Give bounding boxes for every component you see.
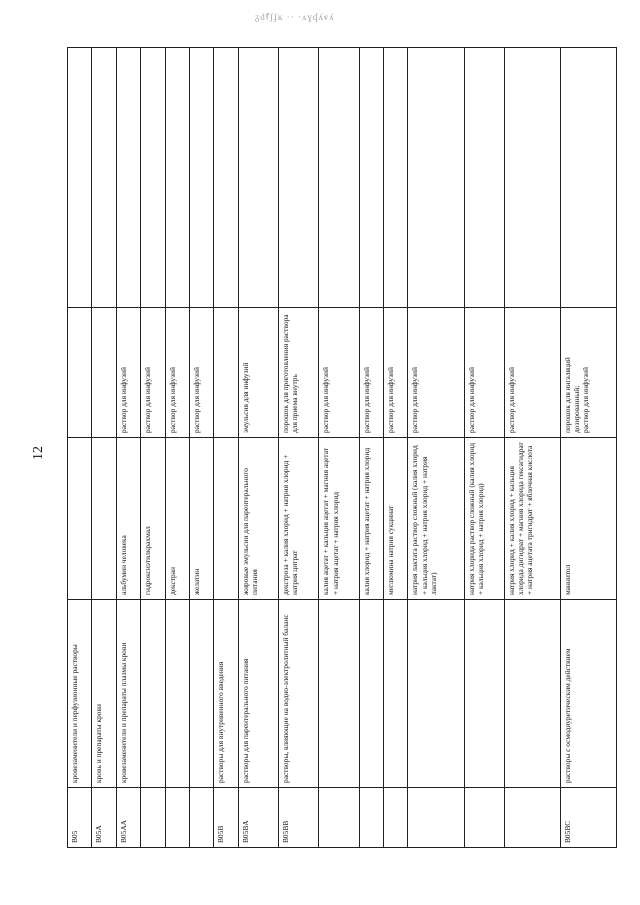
dosage-form-text: эмульсия для инфузий: [240, 362, 250, 433]
substance-text: альбумин человека: [118, 535, 128, 595]
dosage-form-text: раствор для инфузий: [506, 367, 516, 433]
substance-cell: [141, 438, 165, 600]
group-name-text: растворы для внутривенного введения: [216, 661, 226, 783]
substance-cell: [238, 438, 278, 600]
atc-code-text: B05: [70, 830, 79, 843]
atc-code-text: B05AA: [118, 820, 128, 843]
substance-cell: [408, 438, 464, 600]
atc-code-cell: [190, 788, 214, 848]
substance-cell: [68, 438, 92, 600]
group-name-cell: [141, 600, 165, 788]
table-body: [68, 48, 617, 848]
atc-code-cell: [238, 788, 278, 848]
table-row: [279, 48, 319, 848]
atc-code-text: B05A: [94, 825, 104, 843]
substance-cell: [116, 438, 140, 600]
empty-cell: [279, 48, 319, 308]
atc-code-cell: [214, 788, 238, 848]
group-name-cell: [408, 600, 464, 788]
dosage-form-cell: [560, 308, 616, 438]
substance-cell: [359, 438, 383, 600]
drug-table: [67, 47, 617, 848]
dosage-form-cell: [279, 308, 319, 438]
group-name-cell: [116, 600, 140, 788]
table-row: [504, 48, 560, 848]
atc-code-cell: [464, 788, 504, 848]
substance-text: маннитол: [562, 564, 572, 595]
atc-code-cell: [279, 788, 319, 848]
dosage-form-cell: [384, 308, 408, 438]
dosage-form-text: раствор для инфузий: [410, 367, 420, 433]
group-name-cell: [214, 600, 238, 788]
atc-code-cell: [384, 788, 408, 848]
dosage-form-cell: [464, 308, 504, 438]
table-row: [165, 48, 189, 848]
group-name-text: растворы с осмодиуретическим действием: [562, 648, 572, 783]
group-name-cell: [190, 600, 214, 788]
substance-text: натрия хлорид + калия хлорид + кальция хлорида дигидрат + магния хлорида гексагидрат + натрия ацетата тригидрат + яблочная кислота: [506, 442, 535, 595]
table-row: [319, 48, 359, 848]
dosage-form-cell: [141, 308, 165, 438]
empty-cell: [504, 48, 560, 308]
dosage-form-cell: [359, 308, 383, 438]
empty-cell: [190, 48, 214, 308]
substance-cell: [92, 438, 116, 600]
substance-text: декстран: [167, 567, 177, 595]
dosage-form-text: раствор для инфузий: [118, 367, 128, 433]
empty-cell: [560, 48, 616, 308]
empty-cell: [92, 48, 116, 308]
dosage-form-cell: [504, 308, 560, 438]
table-row: [238, 48, 278, 848]
empty-cell: [464, 48, 504, 308]
table-row: [464, 48, 504, 848]
group-name-text: кровезаменители и перфузионные растворы: [70, 644, 79, 783]
substance-text: меглюмина натрия сукцинат: [386, 505, 395, 595]
atc-code-text: B05B: [216, 825, 226, 843]
table-row: [92, 48, 116, 848]
group-name-text: растворы, влияющие на водно-электролитный баланс: [281, 614, 291, 783]
atc-code-cell: [504, 788, 560, 848]
group-name-text: кровезаменители и препараты плазмы крови: [118, 642, 128, 783]
empty-cell: [359, 48, 383, 308]
substance-cell: [560, 438, 616, 600]
substance-cell: [279, 438, 319, 600]
rotated-table: [67, 48, 617, 848]
substance-cell: [214, 438, 238, 600]
dosage-form-text: раствор для инфузий: [167, 367, 177, 433]
substance-text: желатин: [192, 568, 202, 595]
substance-cell: [464, 438, 504, 600]
dosage-form-cell: [190, 308, 214, 438]
empty-cell: [238, 48, 278, 308]
substance-cell: [504, 438, 560, 600]
empty-cell: [319, 48, 359, 308]
group-name-cell: [359, 600, 383, 788]
dosage-form-text: порошок для ингаляций дозированный;: [562, 357, 582, 433]
group-name-cell: [319, 600, 359, 788]
group-name-cell: [464, 600, 504, 788]
group-name-cell: [165, 600, 189, 788]
substance-text: калия хлорид + натрия ацетат + натрия хлорид: [361, 447, 371, 595]
group-name-cell: [504, 600, 560, 788]
scan-artifact: ᵹdẝʃʄĸ ·· ·ʌɣʠʎⱴʎ: [255, 12, 335, 22]
group-name-cell: [68, 600, 92, 788]
atc-code-text: B05BC: [562, 820, 572, 843]
empty-cell: [116, 48, 140, 308]
atc-code-cell: [359, 788, 383, 848]
empty-cell: [408, 48, 464, 308]
dosage-form-cell: [68, 308, 92, 438]
group-name-text: кровь и препараты крови: [94, 704, 104, 783]
group-name-cell: [384, 600, 408, 788]
empty-cell: [68, 48, 92, 308]
substance-text: жировые эмульсии для парентерального питания: [240, 468, 260, 595]
table-row: [68, 48, 92, 848]
table-row: [214, 48, 238, 848]
dosage-form-text: раствор для инфузий: [143, 367, 153, 433]
dosage-form-text: раствор для инфузий: [321, 367, 331, 433]
substance-text: натрия лактата раствор сложный (калия хлорид + кальция хлорид + натрия хлорид + натрия лактат): [410, 445, 438, 595]
substance-cell: [319, 438, 359, 600]
atc-code-cell: [165, 788, 189, 848]
empty-cell: [384, 48, 408, 308]
table-row: [560, 48, 616, 848]
group-name-cell: [238, 600, 278, 788]
empty-cell: [165, 48, 189, 308]
dosage-form-text: раствор для инфузий: [386, 367, 395, 433]
substance-text: декстроза + калия хлорид + натрия хлорид + натрия цитрат: [281, 454, 300, 595]
dosage-form-cell: [116, 308, 140, 438]
substance-text: калия ацетат + кальция ацетат + магния ацетат + натрия ацетат + натрия хлорид: [321, 447, 340, 595]
dosage-form-cell: [165, 308, 189, 438]
substance-cell: [384, 438, 408, 600]
atc-code-text: B05BA: [240, 820, 250, 843]
table-row: [190, 48, 214, 848]
dosage-form-cell: [408, 308, 464, 438]
table-row: [384, 48, 408, 848]
table-container: [67, 48, 617, 848]
group-name-cell: [279, 600, 319, 788]
dosage-form-cell: [238, 308, 278, 438]
dosage-form-text: раствор для инфузий: [192, 367, 202, 433]
atc-code-cell: [319, 788, 359, 848]
atc-code-cell: [408, 788, 464, 848]
table-row: [116, 48, 140, 848]
substance-cell: [190, 438, 214, 600]
dosage-form-cell: [92, 308, 116, 438]
atc-code-text: B05BB: [281, 820, 291, 843]
substance-text: гидроксиэтилкрахмал: [143, 526, 153, 595]
atc-code-cell: [92, 788, 116, 848]
dosage-form-text: порошок для приготовления раствора для приема внутрь: [281, 314, 300, 433]
atc-code-cell: [68, 788, 92, 848]
atc-code-cell: [560, 788, 616, 848]
dosage-form-cell: [319, 308, 359, 438]
atc-code-cell: [141, 788, 165, 848]
atc-code-cell: [116, 788, 140, 848]
empty-cell: [214, 48, 238, 308]
group-name-text: растворы для парентерального питания: [240, 658, 250, 783]
dosage-form-cell: [214, 308, 238, 438]
table-row: [359, 48, 383, 848]
group-name-cell: [560, 600, 616, 788]
table-row: [141, 48, 165, 848]
substance-cell: [165, 438, 189, 600]
table-row: [408, 48, 464, 848]
dosage-form-text: раствор для инфузий: [361, 367, 371, 433]
page-number: 12: [31, 446, 46, 460]
empty-cell: [141, 48, 165, 308]
dosage-form-text: раствор для инфузий: [581, 367, 591, 433]
substance-text: натрия хлорида раствор сложный (калия хлорид + кальция хлорид + натрия хлорид): [466, 442, 485, 595]
dosage-form-text: раствор для инфузий: [466, 367, 476, 433]
group-name-cell: [92, 600, 116, 788]
